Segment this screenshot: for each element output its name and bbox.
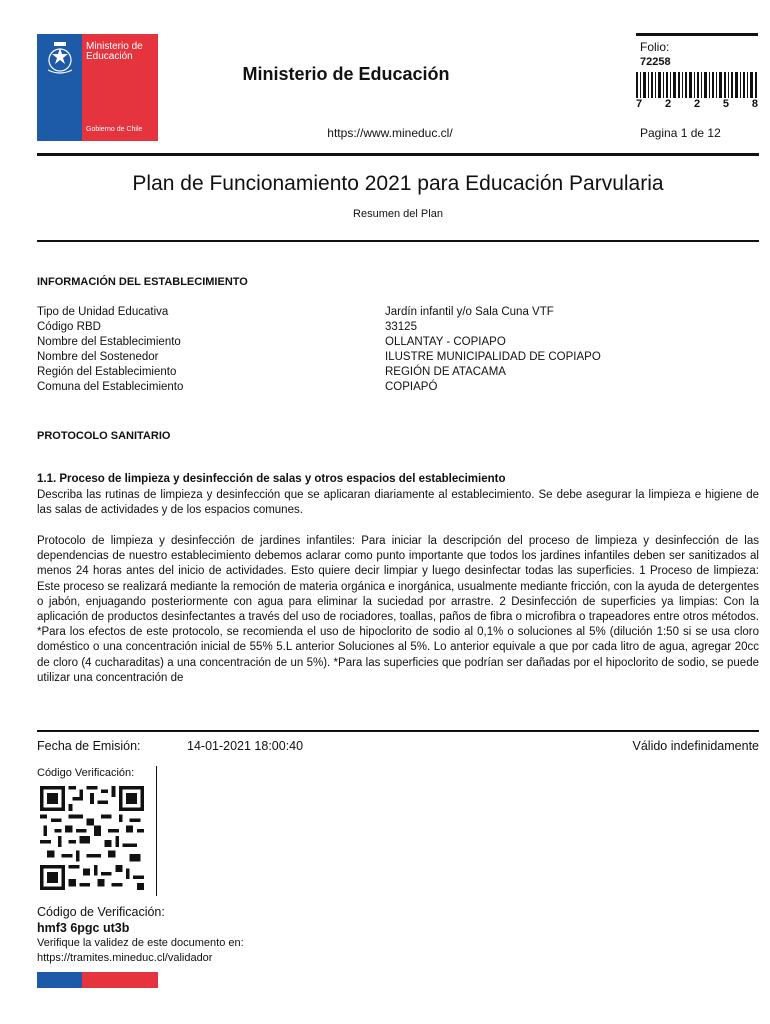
info-label: Tipo de Unidad Educativa [37,306,169,318]
establishment-heading: INFORMACIÓN DEL ESTABLECIMIENTO [37,276,248,288]
emission-date: 14-01-2021 18:00:40 [187,739,304,753]
barcode-digit: 5 [722,98,730,110]
info-label: Nombre del Establecimiento [37,336,181,348]
info-label: Código RBD [37,321,101,333]
info-row [37,380,759,395]
header-divider [37,153,759,156]
logo-government-label: Gobierno de Chile [86,126,143,133]
barcode-digit: 2 [693,98,701,110]
qr-code-icon [37,786,147,890]
page-number: Pagina 1 de 12 [640,126,721,140]
logo-ministry-label: Ministerio de Educación [86,41,143,62]
info-row [37,350,759,365]
footer-bar-red [82,972,158,988]
info-value: OLLANTAY - COPIAPO [385,336,506,348]
header-url[interactable]: https://www.mineduc.cl/ [327,126,453,140]
barcode-digit: 8 [751,98,758,110]
ministry-logo [37,34,158,141]
protocol-body: Protocolo de limpieza y desinfección de jardines infantiles: Para iniciar la descripción del proceso de limpieza y desinfección de las dependencias de nuestro establecimiento debemos aclarar como punto importante que todos los jardines infantiles deben ser sanitizados al menos 24 horas antes del inicio de actividades. Esto quiere decir limpiar y luego desinfectar todas las superficies. 1 Proceso de limpieza: Este proceso se realizará mediante la remoción de materia orgánica e inorgánica, usualmente mediante fricción, con la ayuda de detergentes o jabón, enjuagando posteriormente con agua para eliminar la suciedad por arrastre. 2 Desinfección de superficies ya limpias: Con la aplicación de productos desinfectantes a través del uso de rociadores, toallas, paños de fibra o microfibra o trapeadores entre otros métodos. *Para los efectos de este protocolo, se recomienda el uso de hipoclorito de sodio al 0,1% o soluciones al 5% (dilución 1:50 si se usa cloro doméstico o una concentración inicial de 55% 5.L anterior Soluciones al 5%. Lo anterior equivale a que por cada litro de agua, agregar 20cc de cloro (4 cucharaditas) a una concentración de un 5%). *Para las superficies que podrían ser dañadas por el hipoclorito de sodio, se puede utilizar una concentración de [37,535,759,684]
logo-blue-panel [37,34,82,141]
qr-divider [156,766,157,896]
info-value: COPIAPÓ [385,381,438,393]
establishment-table [37,305,759,395]
info-row [37,320,759,335]
verify-url[interactable]: https://tramites.mineduc.cl/validador [37,952,213,964]
emission-label: Fecha de Emisión: [37,739,141,753]
info-value: ILUSTRE MUNICIPALIDAD DE COPIAPO [385,351,601,363]
document-subtitle: Resumen del Plan [353,208,443,220]
protocol-heading: PROTOCOLO SANITARIO [37,430,171,442]
info-row [37,305,759,320]
verify-text: Verifique la validez de este documento en: [37,937,244,949]
folio-rule [636,33,758,36]
header-title: Ministerio de Educación [242,64,450,84]
coat-of-arms-icon [42,40,78,76]
qr-label: Código Verificación: [37,767,135,779]
barcode-digits [636,98,758,110]
info-value: Jardín infantil y/o Sala Cuna VTF [385,306,554,318]
info-label: Región del Establecimiento [37,366,177,378]
subsection-title: 1.1. Proceso de limpieza y desinfección de salas y otros espacios del establecimiento [37,473,506,485]
title-divider [37,240,759,242]
barcode-digit: 7 [636,98,643,110]
info-value: REGIÓN DE ATACAMA [385,366,506,378]
verification-label: Código de Verificación: [37,905,165,919]
footer-bar-blue [37,972,82,988]
barcode-icon [636,72,758,98]
verification-code: hmf3 6pgc ut3b [37,921,130,935]
info-value: 33125 [385,321,417,333]
info-row [37,335,759,350]
folio-number: 72258 [640,56,671,68]
info-row [37,365,759,380]
info-label: Comuna del Establecimiento [37,381,184,393]
footer-divider [37,730,759,732]
document-title: Plan de Funcionamiento 2021 para Educación Parvularia [132,172,664,195]
info-label: Nombre del Sostenedor [37,351,159,363]
barcode-digit: 2 [664,98,672,110]
instructions-paragraph: Describa las rutinas de limpieza y desinfección que se aplicaran diariamente al establecimiento. Se debe asegurar la limpieza e higiene de las salas de actividades y de los espacios comunes. [37,489,759,517]
logo-red-panel [82,34,158,141]
folio-label: Folio: [640,40,670,54]
validity-label: Válido indefinidamente [632,739,759,753]
